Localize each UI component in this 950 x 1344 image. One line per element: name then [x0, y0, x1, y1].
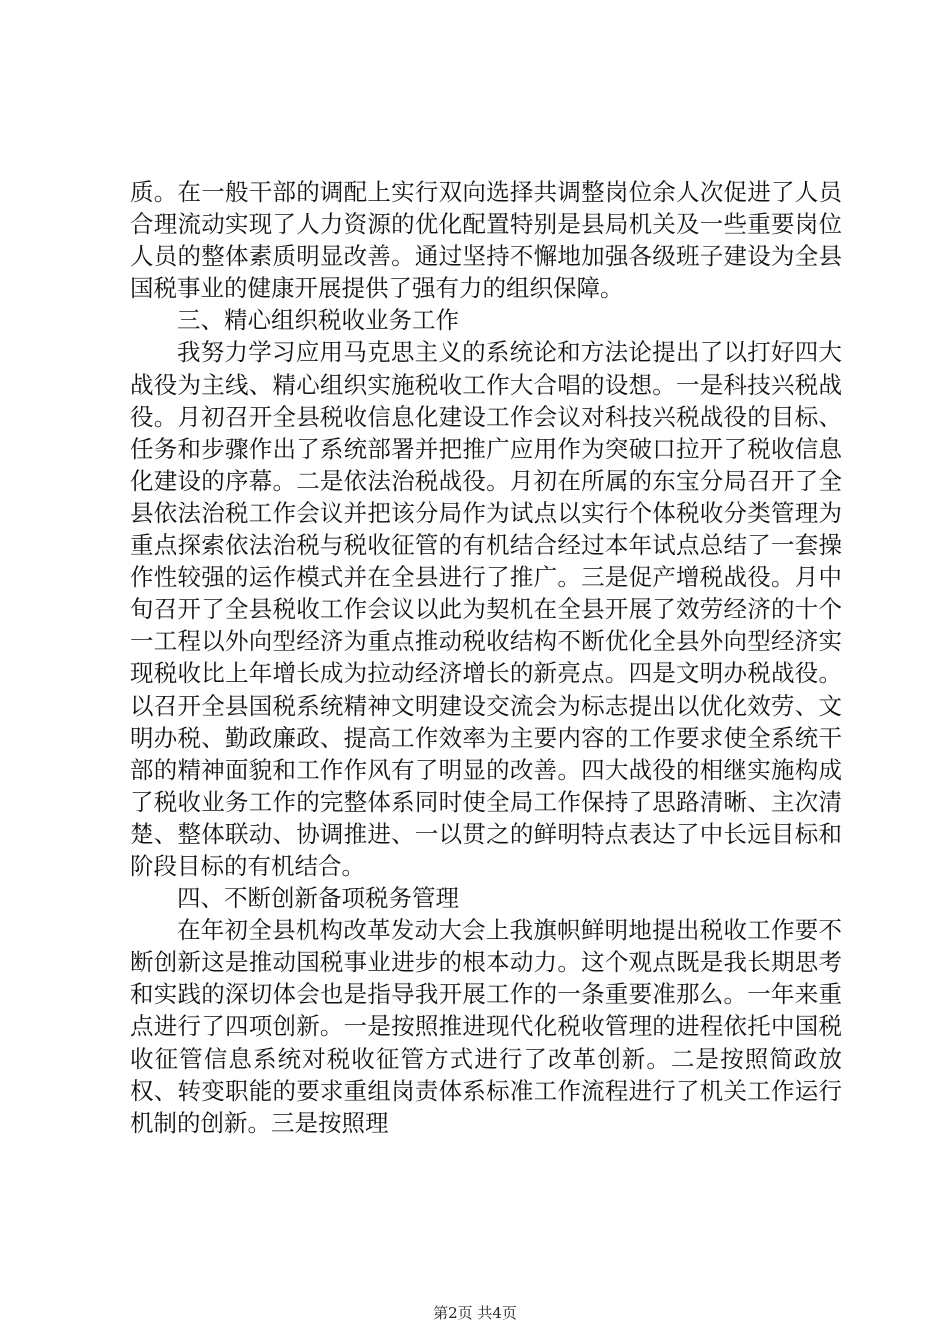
page-total: 共4页 — [477, 1304, 517, 1322]
page-footer — [0, 1302, 950, 1323]
paragraph-continuation: 质。在一般干部的调配上实行双向选择共调整岗位余人次促进了人员合理流动实现了人力资源的优化配置特别是县局机关及一些重要岗位人员的整体素质明显改善。通过坚持不懈地加强各级班子建设为全县国税事业的健康开展提供了强有力的组织保障。 — [130, 178, 842, 303]
section-heading-4: 四、不断创新备项税务管理 — [177, 884, 459, 913]
section-heading-3: 三、精心组织税收业务工作 — [177, 306, 459, 335]
page-number: 第2页 — [433, 1304, 473, 1322]
paragraph-tax-business: 我努力学习应用马克思主义的系统论和方法论提出了以打好四大战役为主线、精心组织实施税收工作大合唱的设想。一是科技兴税战役。月初召开全县税收信息化建设工作会议对科技兴税战役的目标、任务和步骤作出了系统部署并把推广应用作为突破口拉开了税收信息化建设的序幕。二是依法治税战役。月初在所属的东宝分局召开了全县依法治税工作会议并把该分局作为试点以实行个体税收分类管理为重点探索依法治税与税收征管的有机结合经过本年试点总结了一套操作性较强的运作模式并在全县进行了推广。三是促产增税战役。月中旬召开了全县税收工作会议以此为契机在全县开展了效劳经济的十个一工程以外向型经济为重点推动税收结构不断优化全县外向型经济实现税收比上年增长成为拉动经济增长的新亮点。四是文明办税战役。以召开全县国税系统精神文明建设交流会为标志提出以优化效劳、文明办税、勤政廉政、提高工作效率为主要内容的工作要求使全系统干部的精神面貌和工作作风有了明显的改善。四大战役的相继实施构成了税收业务工作的完整体系同时使全局工作保持了思路清晰、主次清楚、整体联动、协调推进、一以贯之的鲜明特点表达了中长远目标和阶段目标的有机结合。 — [130, 338, 842, 880]
document-body — [130, 176, 842, 1139]
paragraph-innovation: 在年初全县机构改革发动大会上我旗帜鲜明地提出税收工作要不断创新这是推动国税事业进步的根本动力。这个观点既是我长期思考和实践的深切体会也是指导我开展工作的一条重要准那么。一年来重点进行了四项创新。一是按照推进现代化税收管理的进程依托中国税收征管信息系统对税收征管方式进行了改革创新。二是按照简政放权、转变职能的要求重组岗责体系标准工作流程进行了机关工作运行机制的创新。三是按照理 — [130, 916, 842, 1137]
